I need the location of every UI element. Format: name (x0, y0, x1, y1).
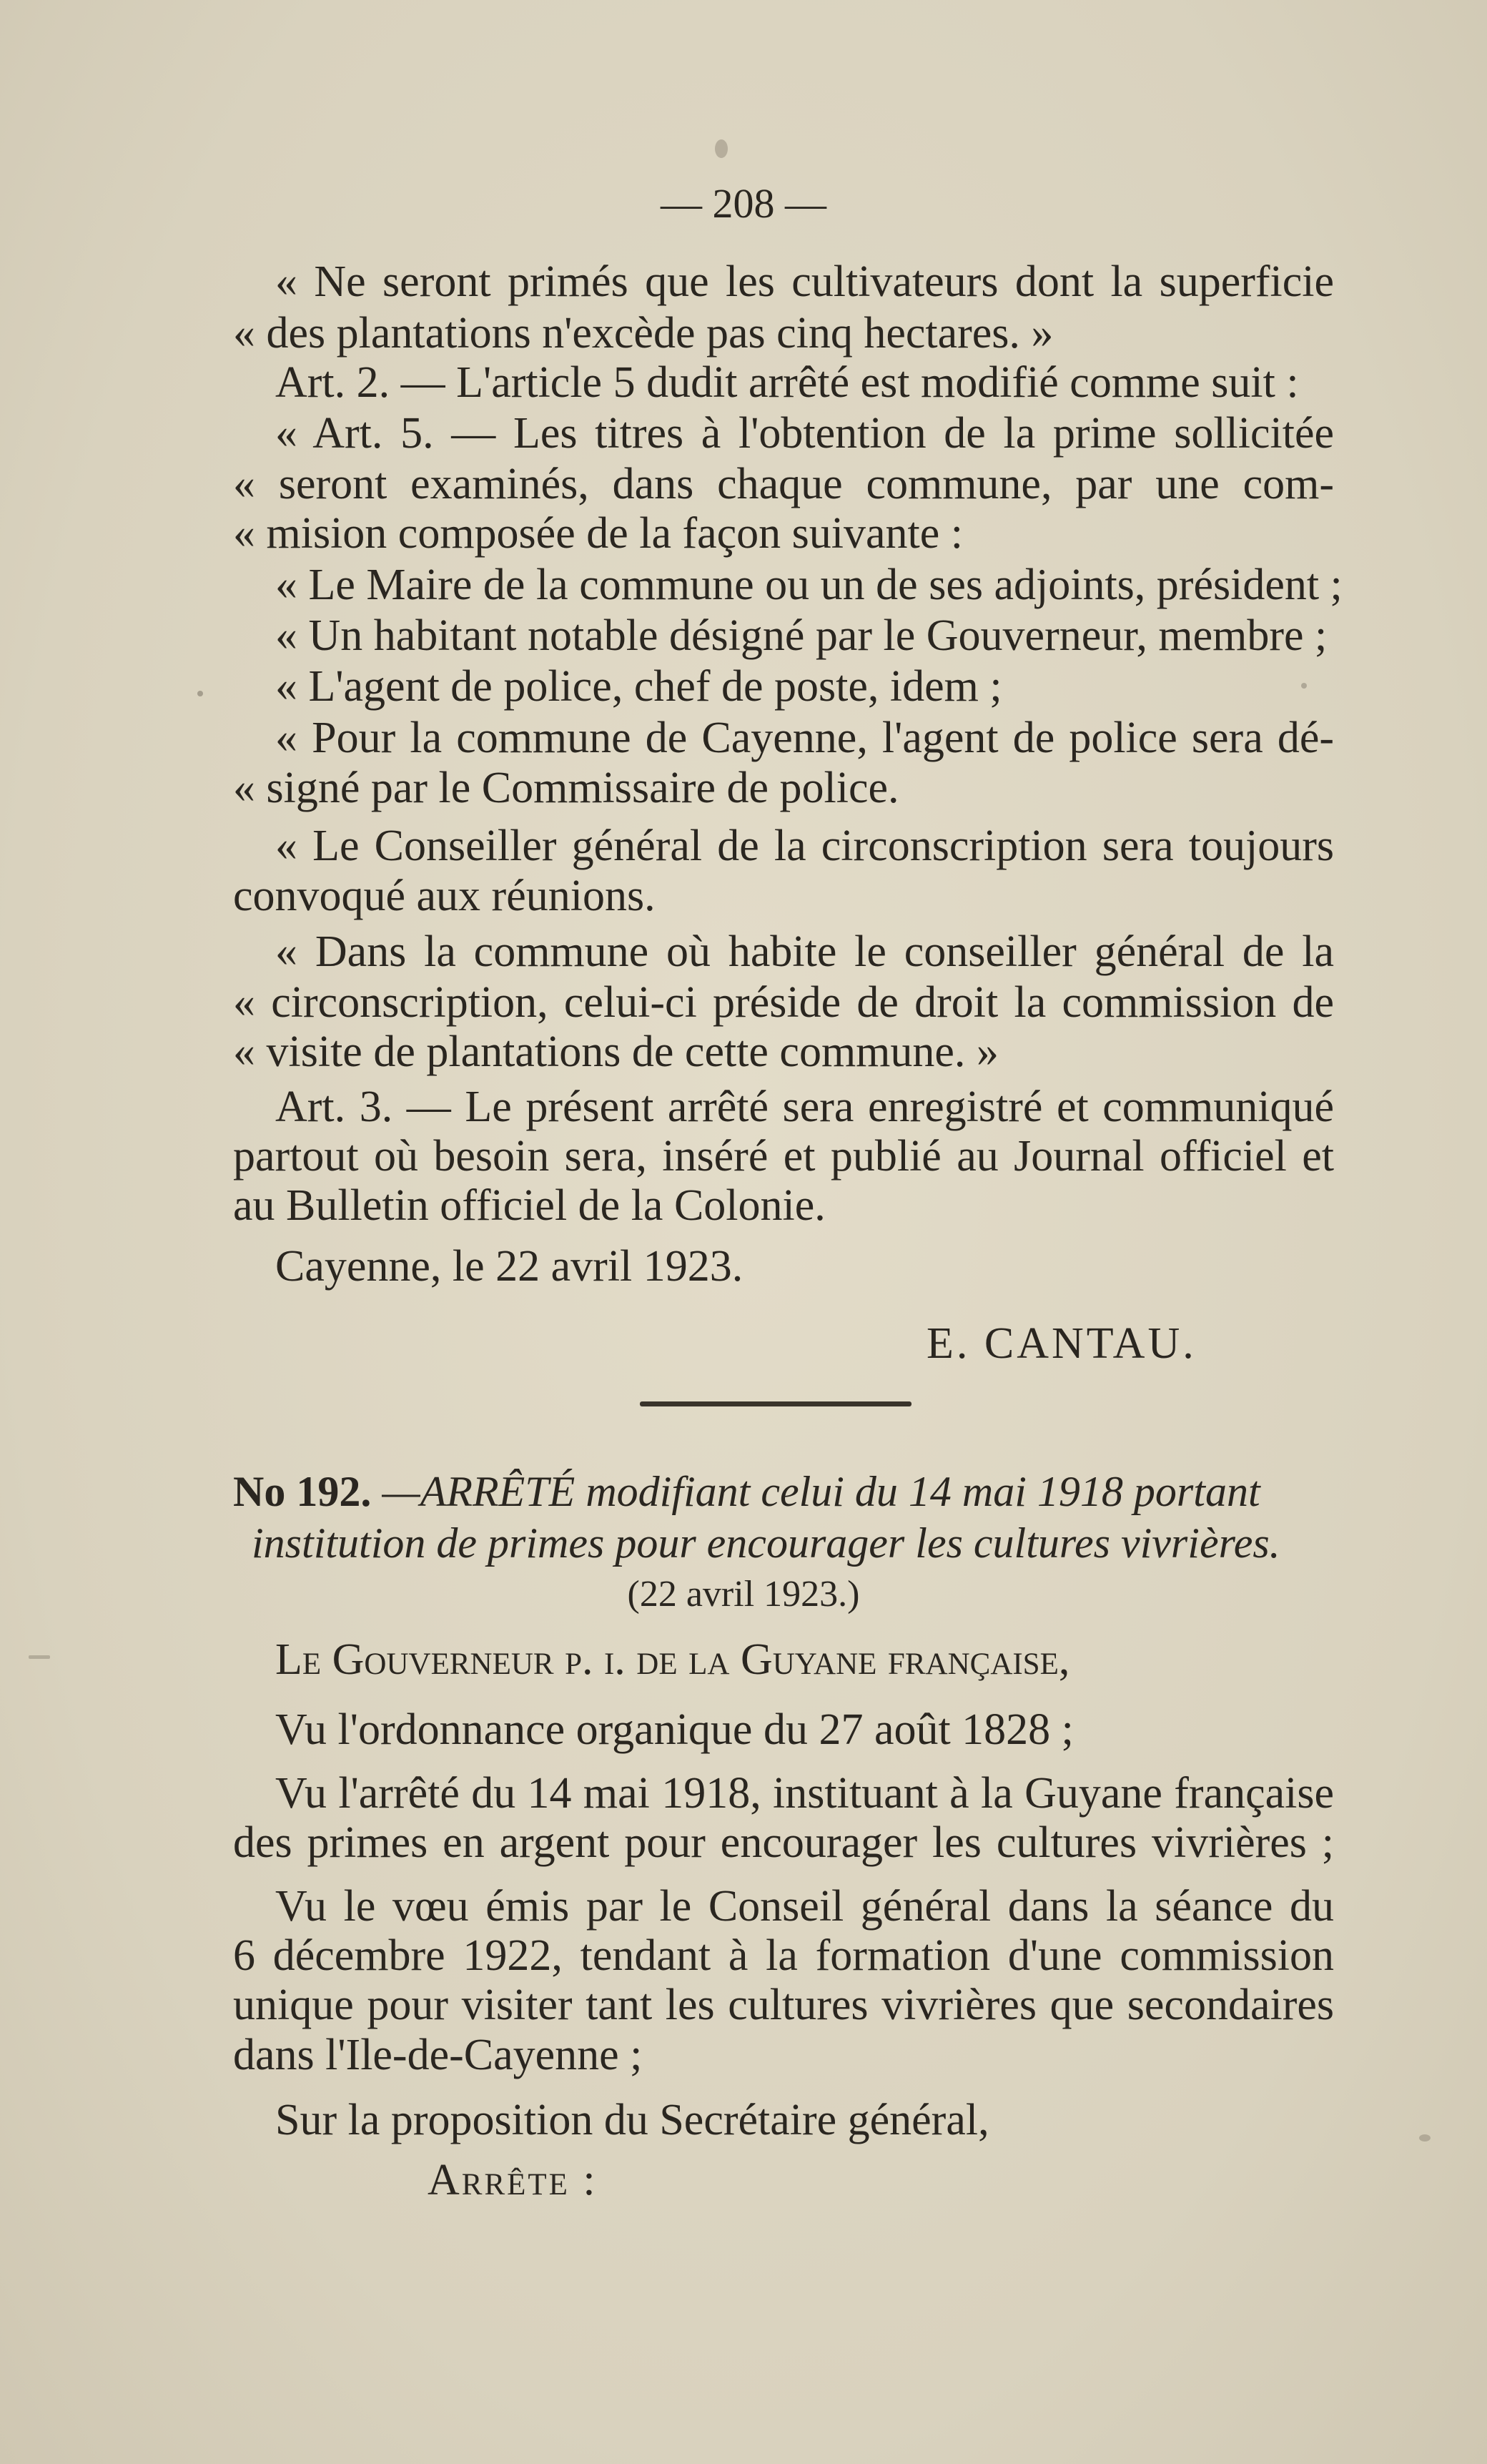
paper-speck (29, 1655, 50, 1659)
text-line: « Ne seront primés que les cultivateurs dont la superficie (275, 257, 1334, 306)
arrete-title-line1 (233, 1464, 1260, 1519)
arrete-date: (22 avril 1923.) (627, 1574, 860, 1615)
text-line: « Un habitant notable désigné par le Gouverneur, membre ; (275, 611, 1328, 660)
text-line: 6 décembre 1922, tendant à la formation d'une commission (233, 1931, 1334, 1980)
text-line: Art. 3. — Le présent arrêté sera enregistré et communiqué (275, 1083, 1334, 1131)
text-line: « visite de plantations de cette commune. » (233, 1028, 999, 1076)
text-line: convoqué aux réunions. (233, 872, 656, 920)
text-line: « mision composée de la façon suivante : (233, 509, 964, 558)
signature: E. CANTAU. (927, 1319, 1197, 1368)
arrete-number: No 192. (233, 1468, 372, 1515)
text-line: Vu le vœu émis par le Conseil général dans la séance du (275, 1882, 1334, 1931)
text-line: « Pour la commune de Cayenne, l'agent de police sera dé- (275, 714, 1334, 762)
paper-speck (1301, 683, 1307, 689)
paper-speck (715, 139, 728, 158)
text-line: « Le Conseiller général de la circonscription sera toujours (275, 822, 1334, 870)
line-text: « Le Maire de la commune ou un de ses adjoints, président ; (275, 561, 1343, 609)
text-line (275, 558, 1343, 612)
text-line: unique pour visiter tant les cultures vivrières que secondaires (233, 1981, 1334, 2029)
text-line: « L'agent de police, chef de poste, idem ; (275, 662, 1002, 711)
text-line: des primes en argent pour encourager les cultures vivrières ; (233, 1818, 1334, 1867)
text-line: Sur la proposition du Secrétaire général, (275, 2096, 989, 2144)
arrete-keyword: Arrête : (428, 2156, 598, 2204)
text-line: Art. 2. — L'article 5 dudit arrêté est modifié comme suit : (275, 358, 1299, 407)
text-line: dans l'Ile-de-Cayenne ; (233, 2031, 643, 2079)
paper-speck (197, 691, 203, 696)
text-line: Vu l'arrêté du 14 mai 1918, instituant à la Guyane française (275, 1769, 1334, 1818)
text-line: partout où besoin sera, inséré et publié au Journal officiel et (233, 1132, 1334, 1181)
text-line: « circonscription, celui-ci préside de droit la commission de (233, 978, 1334, 1027)
arrete-title-line2: institution de primes pour encourager les cultures vivrières. (252, 1519, 1280, 1567)
paper-speck (1419, 2134, 1431, 2142)
text-line: « Dans la commune où habite le conseiller général de la (275, 927, 1334, 976)
text-line: « signé par le Commissaire de police. (233, 764, 899, 812)
text-line: Vu l'ordonnance organique du 27 août 1828 ; (275, 1705, 1074, 1754)
arrete-title-text: —ARRÊTÉ modifiant celui du 14 mai 1918 portant (382, 1468, 1260, 1515)
text-line: « des plantations n'excède pas cinq hectares. » (233, 309, 1054, 358)
text-line: « Art. 5. — Les titres à l'obtention de la prime sollicitée (275, 409, 1334, 458)
separator-rule (640, 1401, 912, 1406)
date-line: Cayenne, le 22 avril 1923. (275, 1242, 744, 1291)
text-line: au Bulletin officiel de la Colonie. (233, 1181, 826, 1230)
page-number: — 208 — (661, 180, 826, 227)
text-line: « seront examinés, dans chaque commune, par une com- (233, 460, 1334, 508)
text-line: Le Gouverneur p. i. de la Guyane française, (275, 1635, 1070, 1684)
